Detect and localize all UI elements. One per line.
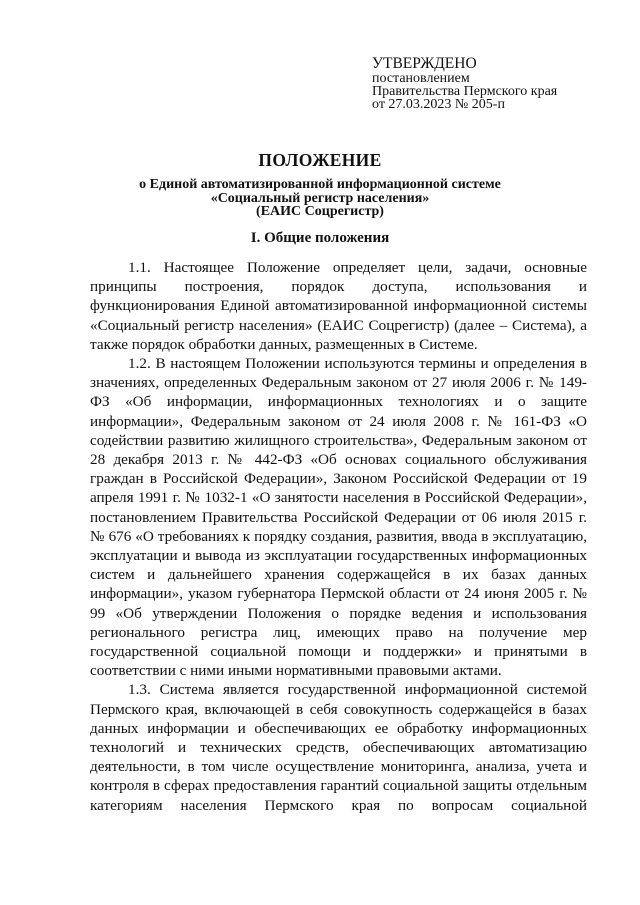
subtitle-line-2: «Социальный регистр населения» [210, 190, 430, 206]
document-body [90, 258, 587, 815]
approval-line-2: Правительства Пермского края [372, 84, 558, 99]
document-title: ПОЛОЖЕНИЕ [258, 150, 382, 170]
paragraph-1-2: 1.2. В настоящем Положении используются термины и определения в значениях, определенных Федеральным законом от 27 июля 2006 г. № 149-ФЗ «Об информации, информационных технологиях и о защите информации», Федеральным законом от 24 июля 2008 г. № 161-ФЗ «О содействии развитию жилищного строительства», Федеральным законом от 28 декабря 2013 г. № 442-ФЗ «Об основах социального обслуживания граждан в Российской Федерации», Законом Российской Федерации от 19 апреля 1991 г. № 1032-1 «О занятости населения в Российской Федерации», постановлением Правительства Российской Федерации от 06 июля 2015 г. № 676 «О требованиях к порядку создания, развития, ввода в эксплуатацию, эксплуатации и вывода из эксплуатации государственных информационных систем и дальнейшего хранения содержащейся в их базах данных информации», указом губернатора Пермской области от 24 июня 2005 г. № 99 «Об утверждении Положения о порядке ведения и использования регионального регистра лиц, имеющих право на получение мер государственной социальной помощи и поддержки» и принятыми в соответствии с ними иными нормативными правовыми актами. [90, 355, 587, 680]
section-heading: I. Общие положения [250, 230, 390, 246]
paragraph-1-3: 1.3. Система является государственной информационной системой Пермского края, включающей в себя совокупность содержащейся в базах данных информации и обеспечивающих ее обработку информационных технологий и технических средств, обеспечивающих автоматизацию деятельности, в том числе осуществление мониторинга, анализа, учета и контроля в сферах предоставления гарантий социальной защиты отдельным категориям населения Пермского края по вопросам социальной [90, 681, 587, 814]
approval-heading: УТВЕРЖДЕНО [372, 55, 477, 72]
subtitle-line-1: о Единой автоматизированной информационной системе [139, 177, 501, 192]
approval-line-1: постановлением [372, 71, 470, 86]
document-subtitle [90, 178, 550, 219]
approval-stamp [372, 56, 632, 111]
paragraph-1-1: 1.1. Настоящее Положение определяет цели, задачи, основные принципы построения, порядок доступа, использования и функционирования Единой автоматизированной информационной системы «Социальный регистр населения» (ЕАИС Соцрегистр) (далее – Система), а также порядок обработки данных, размещенных в Системе. [90, 259, 587, 353]
subtitle-line-3: (ЕАИС Соцрегистр) [256, 204, 384, 219]
approval-line-3: от 27.03.2023 № 205-п [372, 97, 505, 112]
